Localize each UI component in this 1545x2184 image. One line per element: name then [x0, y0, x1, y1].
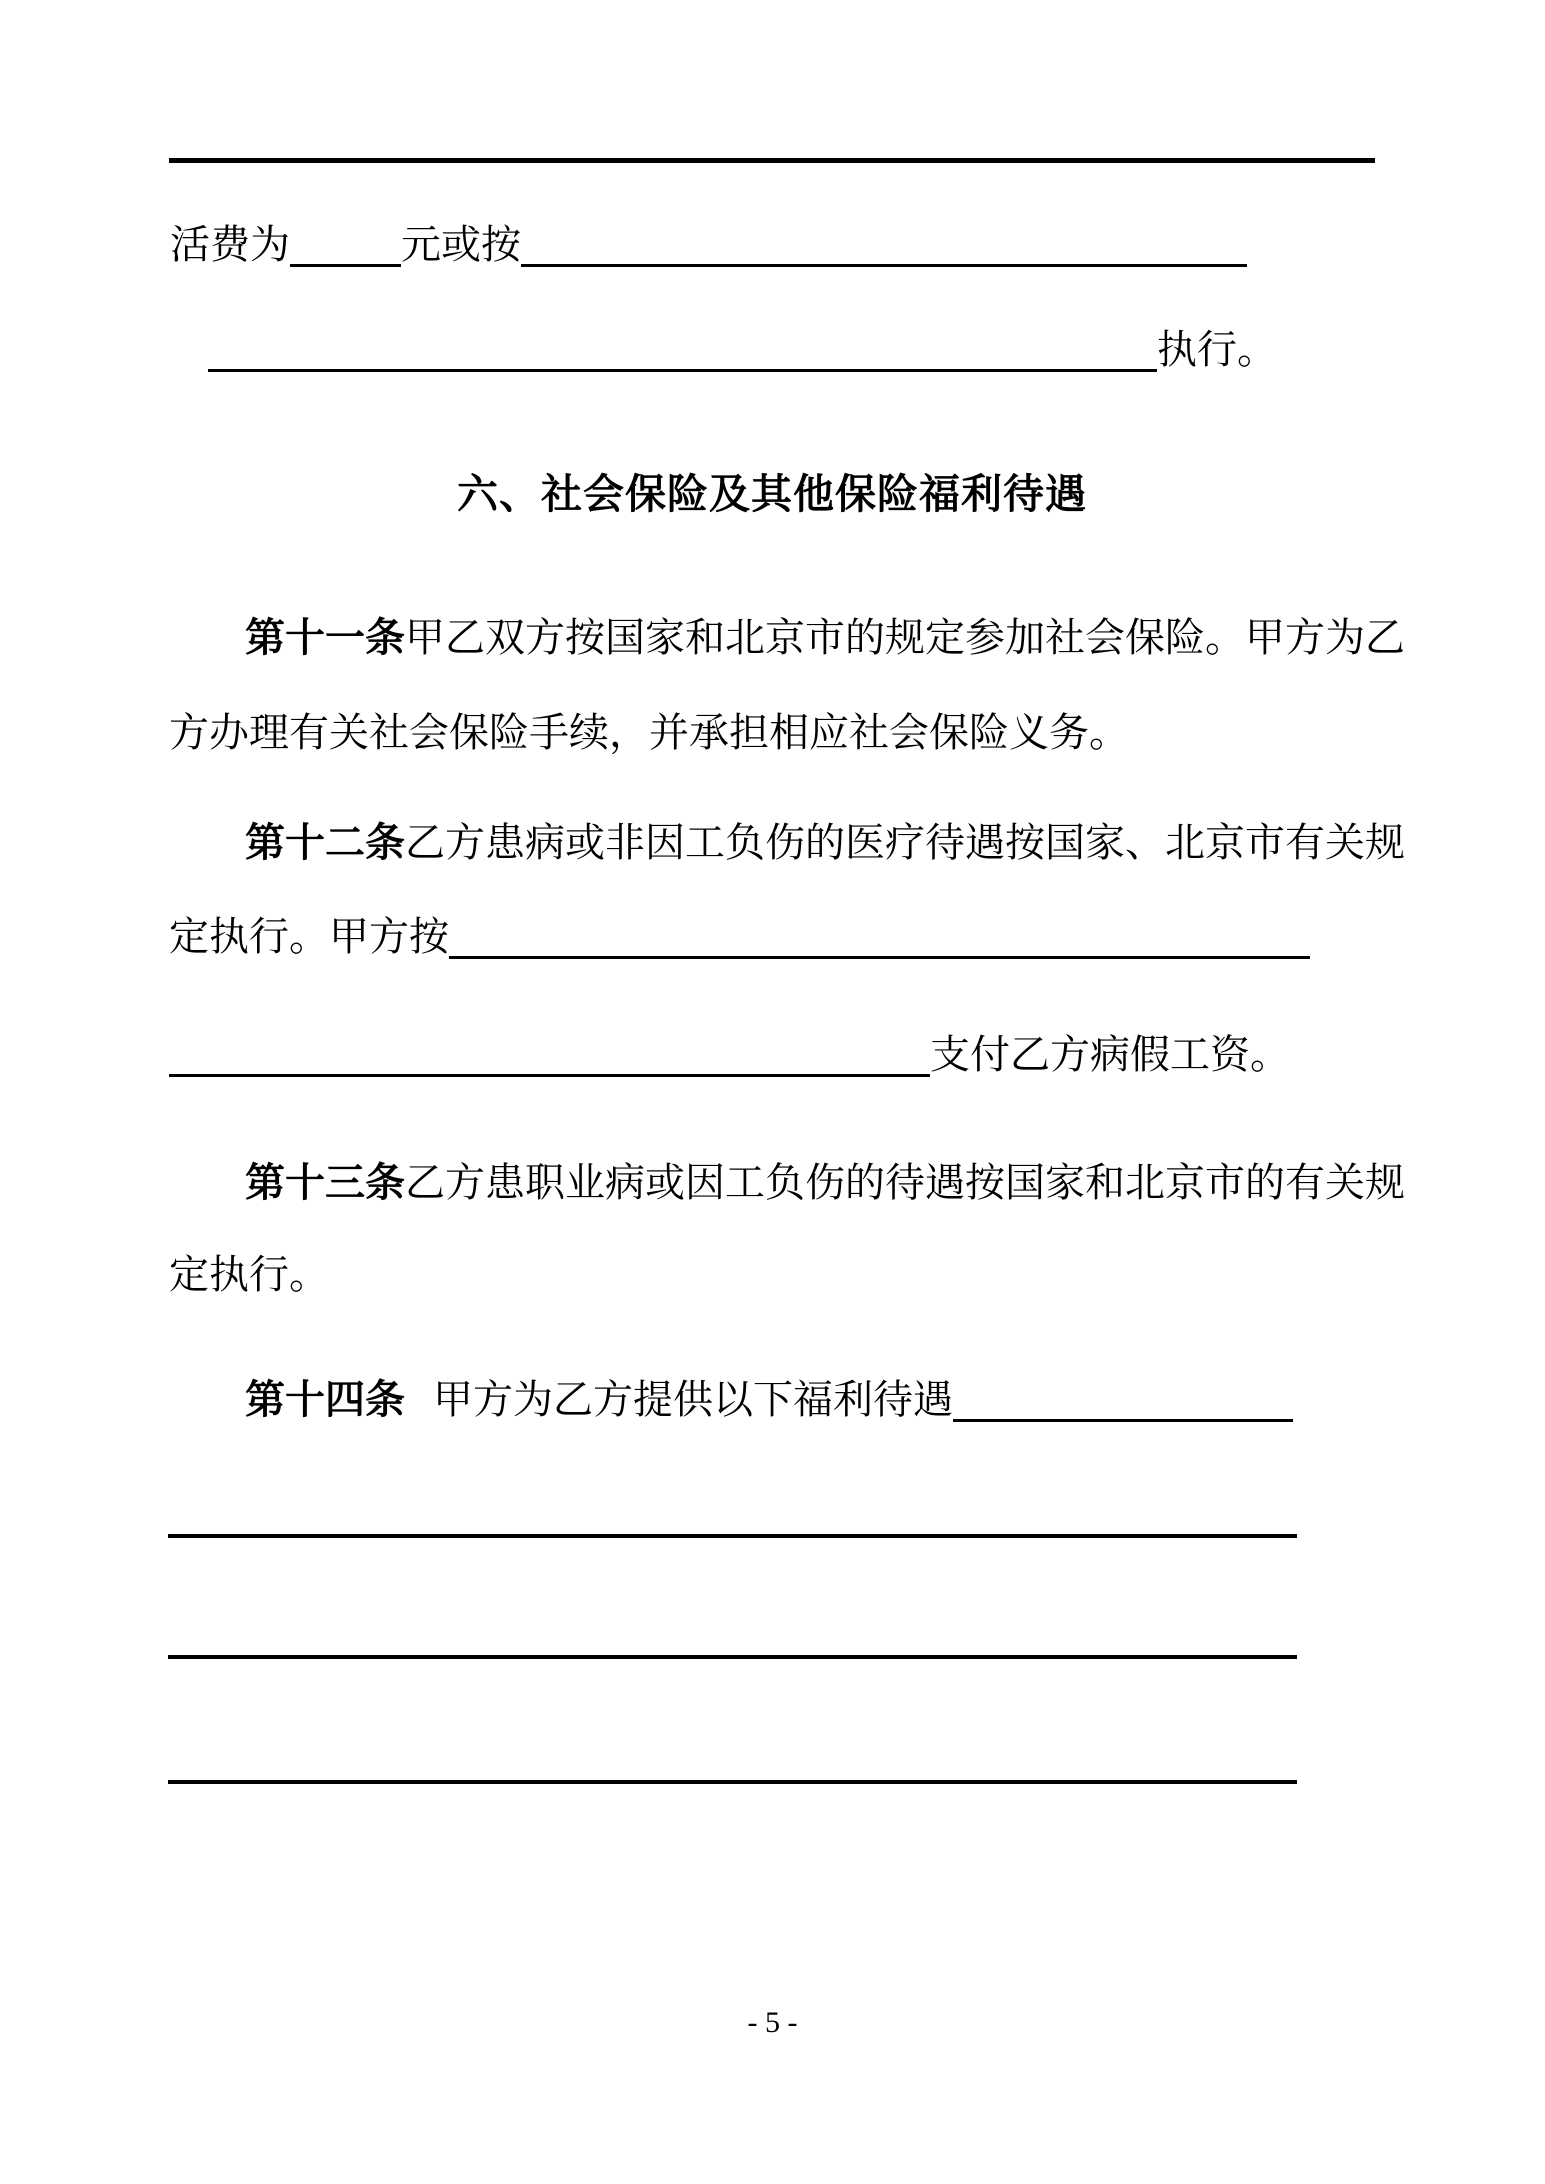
article-13-line-2 [169, 1253, 1375, 1297]
section-6-heading: 六、社会保险及其他保险福利待遇 [457, 471, 1087, 517]
sick-pay-fill-in-blank [169, 1031, 930, 1077]
line1-pre-text: 活费为 [170, 223, 290, 267]
article-13-text-1: 乙方患职业病或因工负伤的待遇按国家和北京市的有关规 [405, 1161, 1405, 1205]
line1-mid-text: 元或按 [401, 223, 521, 267]
article-12-label: 第十二条 [245, 821, 405, 865]
article-12-text-2: 定执行。甲方按 [169, 915, 449, 959]
article-13-label: 第十三条 [245, 1161, 405, 1205]
article-14-label: 第十四条 [245, 1378, 405, 1422]
article-12-line-2 [169, 913, 1310, 959]
page-number: - 5 - [747, 2006, 798, 2039]
article-11-label: 第十一条 [245, 616, 405, 660]
continuation-line-2 [208, 326, 1277, 372]
article-12-text-1: 乙方患病或非因工负伤的医疗待遇按国家、北京市有关规 [405, 821, 1405, 865]
article-13-text-2: 定执行。 [169, 1253, 329, 1297]
article-14-text-1: 甲方为乙方提供以下福利待遇 [433, 1378, 953, 1422]
article-11-line-1 [245, 616, 1405, 660]
article-12-text-3: 支付乙方病假工资。 [930, 1033, 1290, 1077]
welfare-blank-line-1 [168, 1534, 1297, 1538]
article-11-line-2 [169, 711, 1375, 755]
sick-pay-standard-fill-in-blank [449, 913, 1310, 959]
article-12-line-3 [169, 1031, 1290, 1077]
continuation-line-1 [170, 221, 1247, 267]
continuation-fill-in-blank [208, 326, 1157, 372]
article-11-text-1: 甲乙双方按国家和北京市的规定参加社会保险。甲方为乙 [405, 616, 1405, 660]
welfare-blank-line-2 [168, 1655, 1297, 1659]
line2-suffix-text: 执行。 [1157, 328, 1277, 372]
welfare-blank-line-3 [168, 1780, 1297, 1784]
basis-fill-in-blank [521, 221, 1247, 267]
header-rule [169, 158, 1375, 163]
amount-fill-in-blank [290, 221, 401, 267]
article-13-line-1 [245, 1161, 1405, 1205]
article-12-line-1 [245, 821, 1405, 865]
article-11-text-2: 方办理有关社会保险手续，并承担相应社会保险义务。 [169, 711, 1129, 755]
welfare-fill-in-blank [953, 1376, 1293, 1422]
article-14-line-1 [245, 1376, 1293, 1422]
